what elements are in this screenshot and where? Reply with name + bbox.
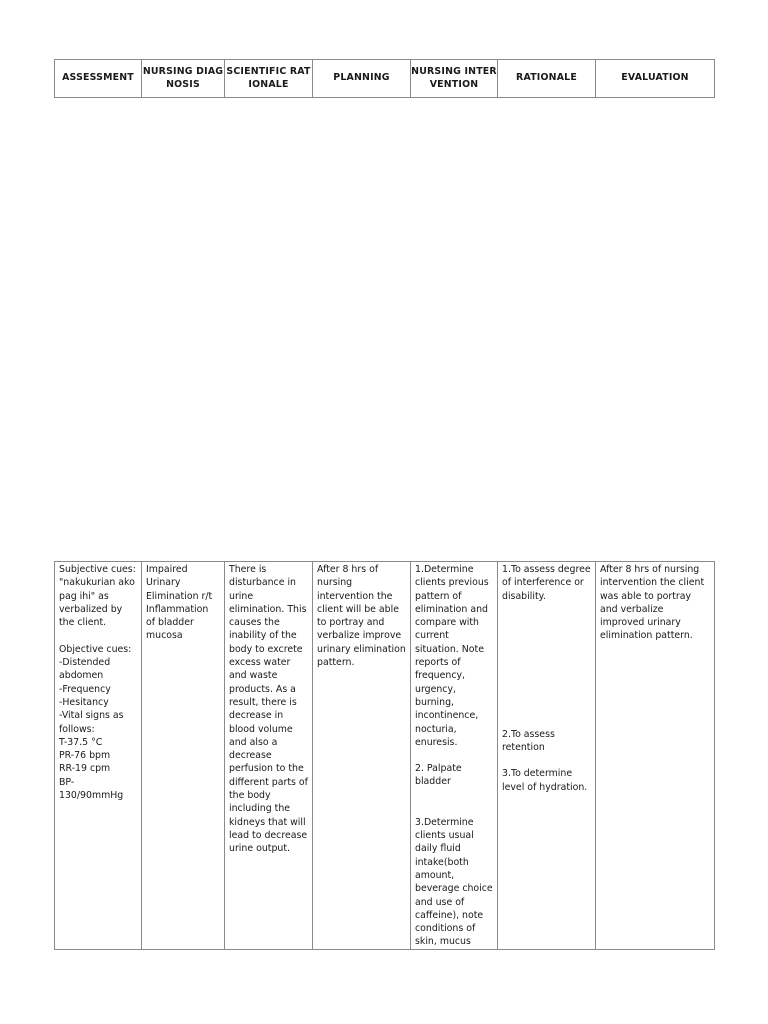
assessment-text: Subjective cues: "nakukurian ako pag ihi" as verbalized by the client. Objective cues: -Distended abdomen -Frequency -Hesitancy -Vital signs as follows: T-37.5 °C PR-76 bpm RR-19 cpm BP-130/90mmHg [59,564,136,802]
header-assessment: ASSESSMENT [55,60,142,98]
care-plan-header-table [54,59,715,98]
rationale-item-1: 1.To assess degree of interference or disability. [502,564,591,602]
scientific-rationale-cell [225,562,313,950]
rationale-cell [498,562,596,950]
planning-text: After 8 hrs of nursing intervention the client will be able to portray and verbalize improve urinary elimination pattern. [317,564,406,669]
intervention-item-2: 2. Palpate bladder [415,763,462,788]
diagnosis-text: Impaired Urinary Elimination r/t Inflammation of bladder mucosa [146,564,213,642]
evaluation-cell [596,562,715,950]
header-scientific-rationale: SCIENTIFIC RATIONALE [225,60,313,98]
planning-cell [313,562,411,950]
intervention-item-3: 3.Determine clients usual daily fluid intake(both amount, beverage choice and use of caffeine), note conditions of skin, mucus [415,816,493,948]
table-row [55,562,715,950]
header-nursing-intervention: NURSING INTERVENTION [411,60,498,98]
evaluation-text: After 8 hrs of nursing intervention the client was able to portray and verbalize improved urinary elimination pattern. [600,564,705,642]
scientific-rationale-text: There is disturbance in urine elimination. This causes the inability of the body to excrete excess water and waste products. As a result, there is decrease in blood volume and also a decrease perfusion to the different parts of the body including the kidneys that will lead to decrease urine output. [229,564,308,855]
header-evaluation: EVALUATION [596,60,715,98]
intervention-cell [411,562,498,950]
care-plan-body-table [54,561,715,950]
header-rationale: RATIONALE [498,60,596,98]
header-planning: PLANNING [313,60,411,98]
rationale-item-3: 3.To determine level of hydration. [502,768,588,793]
intervention-item-1: 1.Determine clients previous pattern of elimination and compare with current situation. Note reports of frequency, urgency, burning, incontinence, nocturia, enuresis. [415,564,489,748]
assessment-cell [55,562,142,950]
header-nursing-diagnosis: NURSING DIAGNOSIS [142,60,225,98]
rationale-item-2: 2.To assess retention [502,728,555,754]
diagnosis-cell [142,562,225,950]
header-row [55,60,715,98]
